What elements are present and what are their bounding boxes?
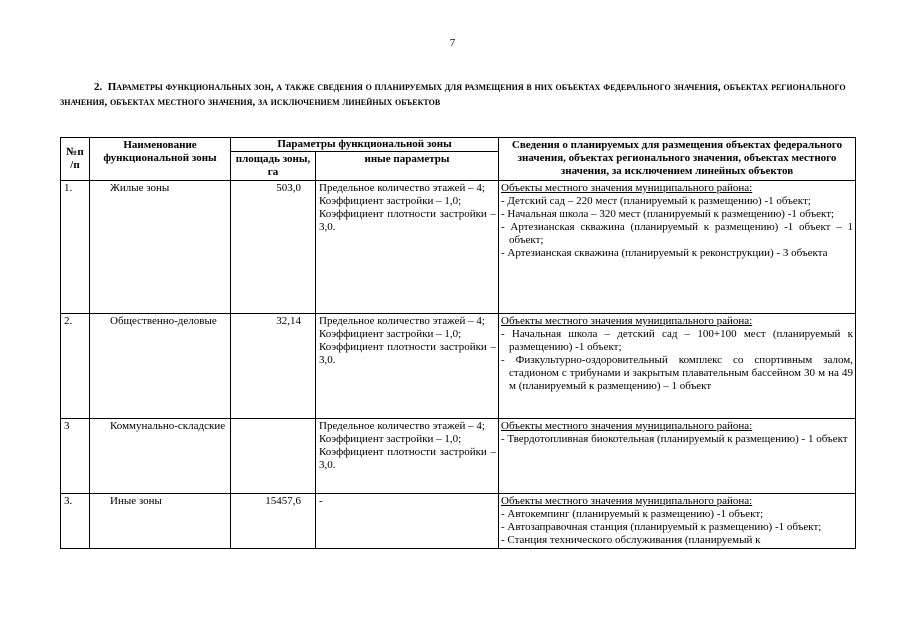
zone-name: Общественно-деловые (90, 314, 231, 419)
planned-objects-heading: Объекты местного значения муниципального района: (501, 315, 753, 327)
planned-object-item: - Автозаправочная станция (планируемый к размещению) -1 объект; (501, 521, 822, 533)
param-line: Предельное количество этажей – 4; (319, 182, 485, 194)
table-row (61, 314, 856, 419)
header-num: №п /п (61, 138, 90, 181)
planned-object-item: - Детский сад – 220 мест (планируемый к размещению) -1 объект; (501, 195, 811, 207)
param-line: - (319, 495, 323, 507)
planned-objects (499, 494, 856, 549)
planned-object-item: - Артезианская скважина (планируемый к реконструкции) - 3 объекта (501, 247, 828, 259)
param-line: Предельное количество этажей – 4; (319, 315, 485, 327)
planned-object-item: - Физкультурно-оздоровительный комплекс со спортивным залом, стадионом с трибунами и закрытым плавательным бассейном 30 м на 49 м (планируемый к размещению) – 1 объект (501, 354, 853, 392)
zone-area: 32,14 (231, 314, 316, 419)
page-number: 7 (449, 37, 456, 49)
table-row (61, 494, 856, 549)
param-line: Коэффициент плотности застройки – 3,0. (319, 341, 496, 366)
section-heading (60, 80, 855, 110)
section-title: Параметры функциональных зон, а также сведения о планируемых для размещения в них объектах федерального значения, объектах регионального значения, объектах местного значения, за исключением линейных объектов (60, 81, 846, 108)
param-line: Коэффициент застройки – 1,0; (319, 433, 462, 445)
row-number: 2. (61, 314, 90, 419)
param-line: Коэффициент плотности застройки – 3,0. (319, 208, 496, 233)
planned-object-item: - Автокемпинг (планируемый к размещению) -1 объект; (501, 508, 764, 520)
planned-objects-heading: Объекты местного значения муниципального района: (501, 182, 753, 194)
zone-area (231, 419, 316, 494)
planned-objects (499, 419, 856, 494)
header-zone-name: Наименование функциональной зоны (90, 138, 231, 181)
param-line: Коэффициент застройки – 1,0; (319, 195, 462, 207)
header-zone-params: Параметры функциональной зоны (231, 138, 499, 152)
param-line: Коэффициент плотности застройки – 3,0. (319, 446, 496, 471)
row-number: 1. (61, 181, 90, 314)
param-line: Коэффициент застройки – 1,0; (319, 328, 462, 340)
planned-object-item: - Твердотопливная биокотельная (планируемый к размещению) - 1 объект (501, 433, 848, 445)
row-number: 3. (61, 494, 90, 549)
zone-name: Жилые зоны (90, 181, 231, 314)
zone-area: 503,0 (231, 181, 316, 314)
table-row (61, 419, 856, 494)
planned-object-item: - Станция технического обслуживания (планируемый к (501, 534, 761, 546)
planned-object-item: - Артезианская скважина (планируемый к размещению) -1 объект – 1 объект; (501, 221, 853, 246)
planned-object-item: - Начальная школа – детский сад – 100+100 мест (планируемый к размещению) -1 объект; (501, 328, 853, 353)
zone-area: 15457,6 (231, 494, 316, 549)
section-number: 2. (94, 81, 103, 93)
zone-other-params (316, 419, 499, 494)
header-row (61, 138, 856, 152)
zone-name: Иные зоны (90, 494, 231, 549)
header-planned-objects: Сведения о планируемых для размещения объектах федерального значения, объектах регионального значения, объектах местного значения, за исключением линейных объектов (499, 138, 856, 181)
planned-objects (499, 181, 856, 314)
zone-other-params (316, 314, 499, 419)
planned-object-item: - Начальная школа – 320 мест (планируемый к размещению) -1 объект; (501, 208, 835, 220)
planned-objects-heading: Объекты местного значения муниципального района: (501, 420, 753, 432)
table-body (61, 181, 856, 549)
zone-other-params (316, 181, 499, 314)
planned-objects-heading: Объекты местного значения муниципального района: (501, 495, 753, 507)
param-line: Предельное количество этажей – 4; (319, 420, 485, 432)
table-row (61, 181, 856, 314)
header-other-params: иные параметры (316, 152, 499, 181)
row-number: 3 (61, 419, 90, 494)
header-area: площадь зоны, га (231, 152, 316, 181)
zone-name: Коммунально-складские (90, 419, 231, 494)
zone-other-params (316, 494, 499, 549)
planned-objects (499, 314, 856, 419)
zones-table (60, 137, 856, 549)
